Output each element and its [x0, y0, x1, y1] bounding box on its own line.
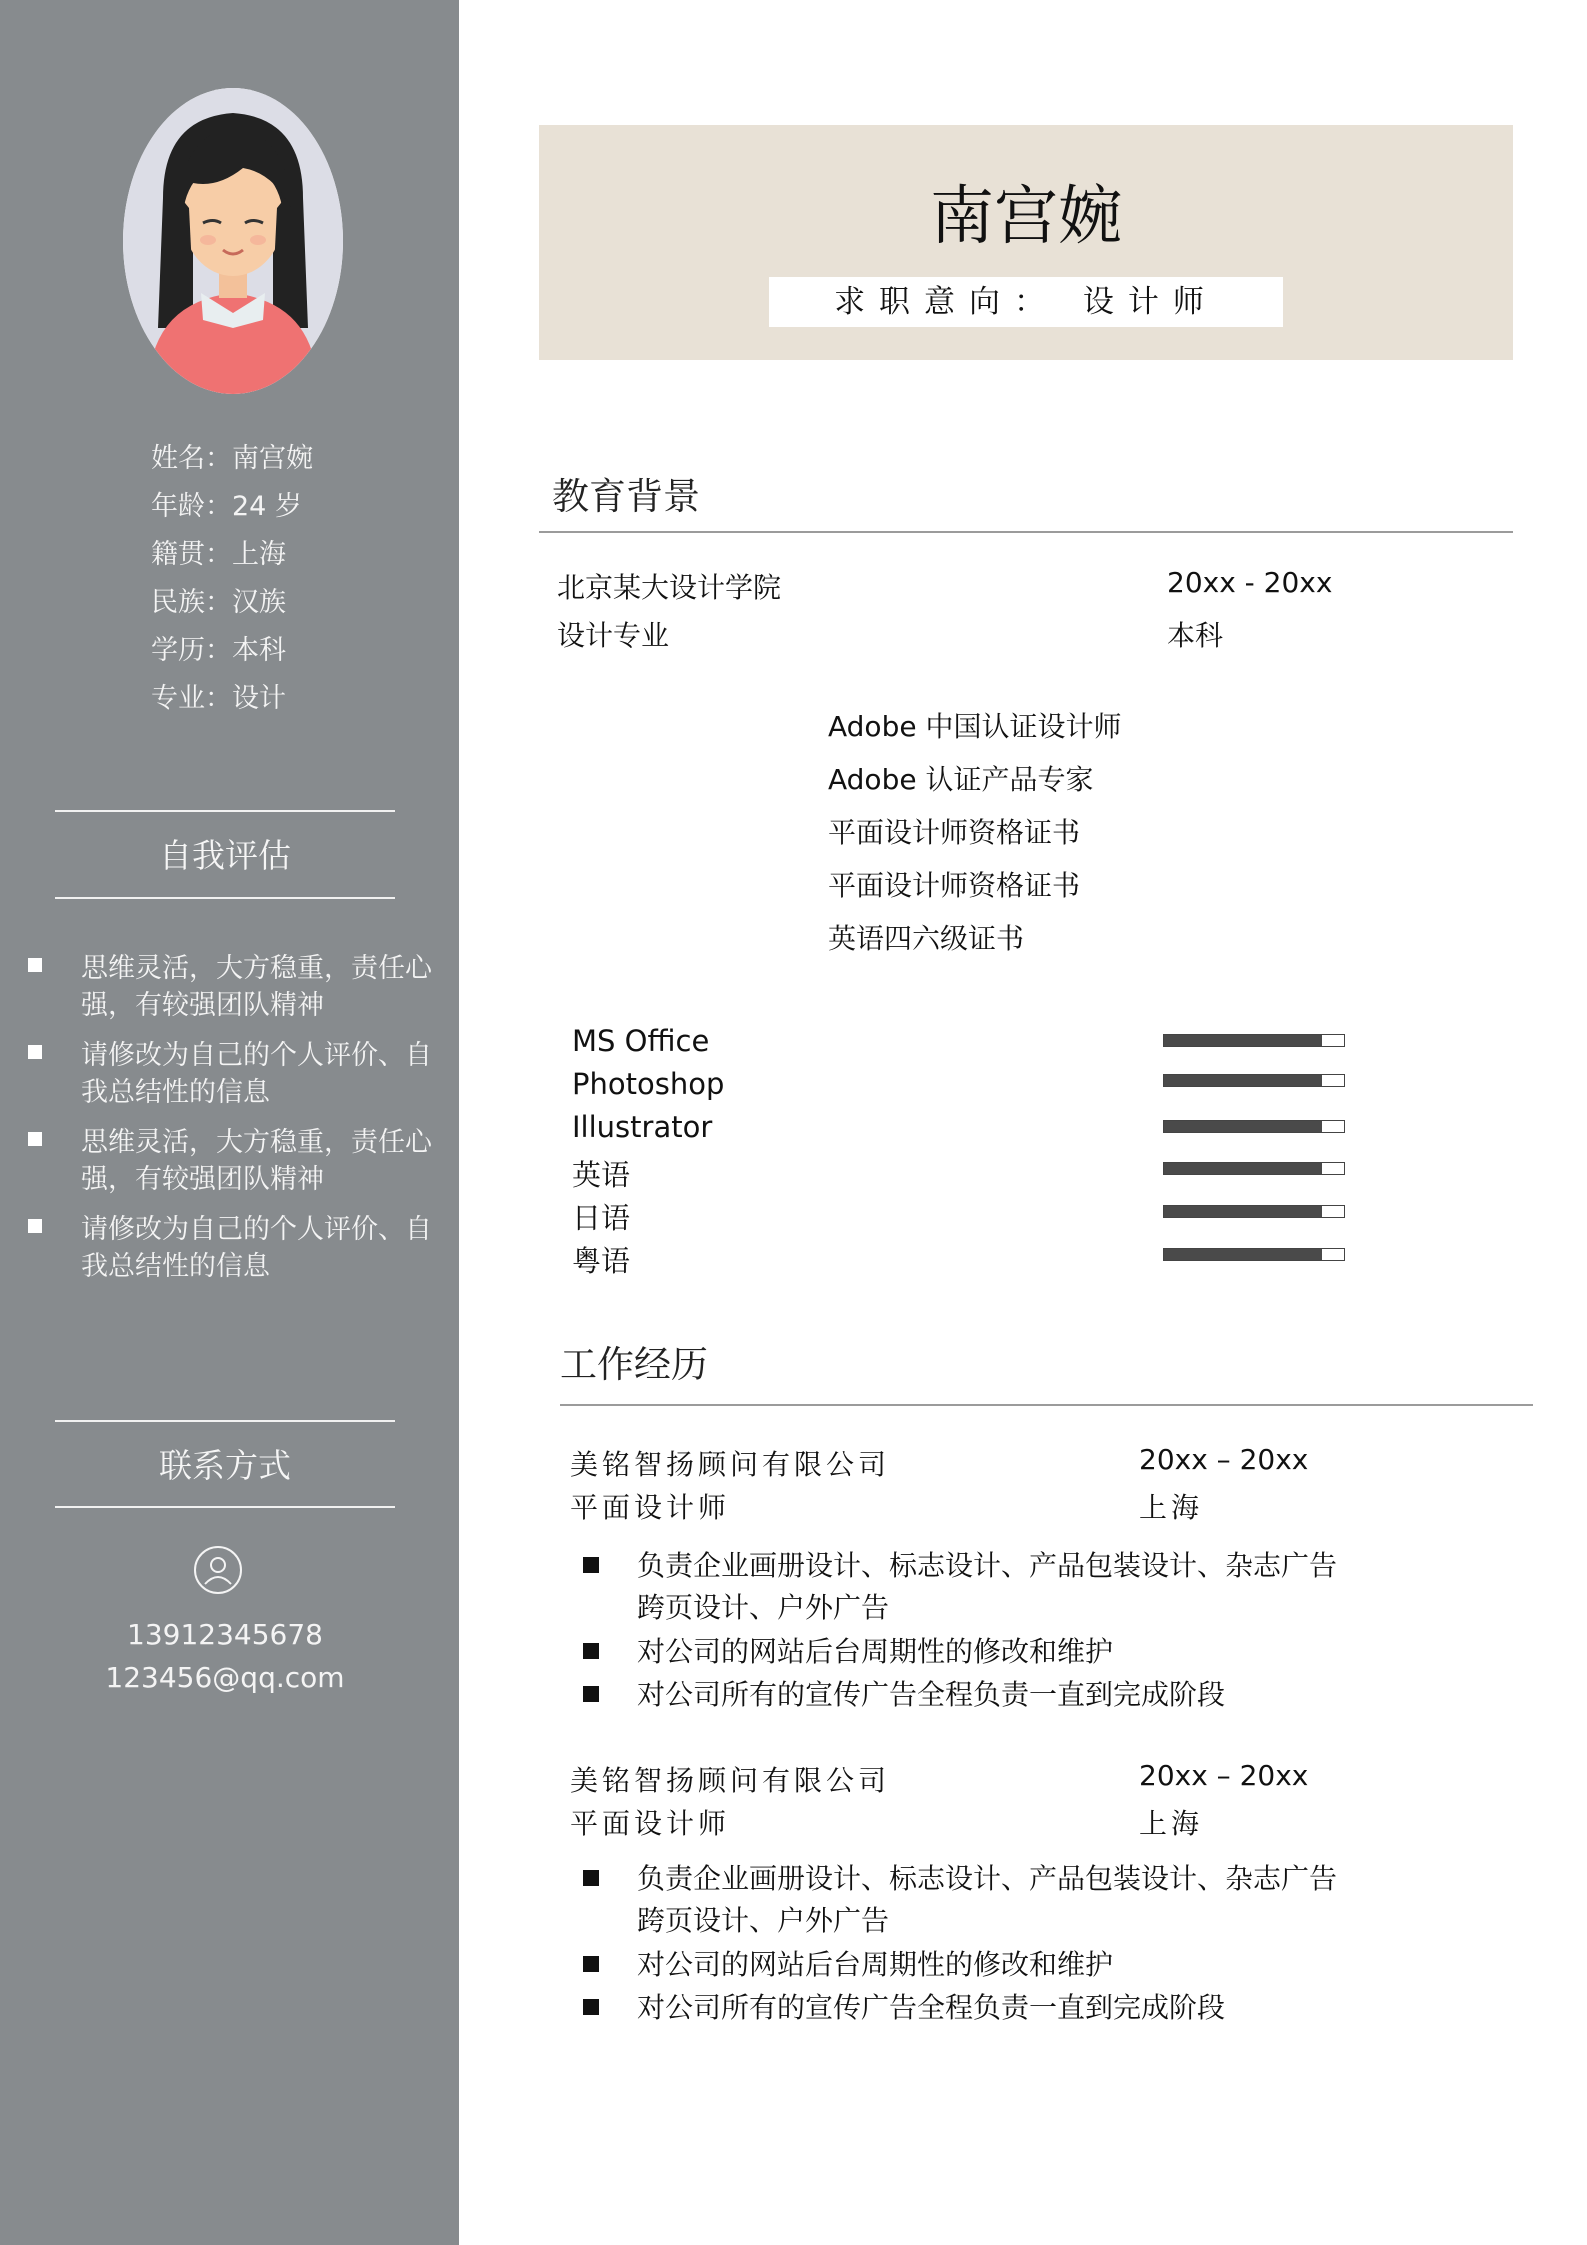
skill-bar-fill — [1164, 1163, 1322, 1174]
certificate-item: 英语四六级证书 — [828, 922, 1025, 955]
job-position: 平面设计师 — [570, 1807, 731, 1840]
education-school: 北京某大设计学院 — [557, 571, 782, 604]
divider — [55, 1506, 395, 1508]
bullet-icon — [583, 1870, 599, 1886]
self-eval-text: 请修改为自己的个人评价、自我总结性的信息 — [81, 1214, 432, 1282]
bullet-icon — [28, 1132, 42, 1146]
divider — [55, 1420, 395, 1422]
skill-label: Photoshop — [572, 1067, 725, 1101]
certificate-item: 平面设计师资格证书 — [828, 869, 1081, 902]
skill-bar — [1163, 1162, 1345, 1175]
skill-bar — [1163, 1120, 1345, 1133]
avatar — [123, 88, 343, 394]
header-banner — [539, 125, 1513, 360]
contact-email: 123456@qq.com — [105, 1661, 345, 1694]
job-intent: 求职意向： 设计师 — [769, 277, 1283, 327]
info-age: 年龄：24 岁 — [151, 491, 302, 522]
job-company: 美铭智扬顾问有限公司 — [570, 1764, 891, 1797]
job-location: 上海 — [1139, 1491, 1204, 1524]
certificate-item: Adobe 认证产品专家 — [828, 763, 1094, 796]
job-duty: 对公司所有的宣传广告全程负责一直到完成阶段 — [637, 1991, 1226, 2024]
job-duty: 负责企业画册设计、标志设计、产品包装设计、杂志广告跨页设计、户外广告 — [637, 1862, 1338, 1937]
job-location: 上海 — [1139, 1807, 1204, 1840]
self-eval-text: 思维灵活，大方稳重，责任心强，有较强团队精神 — [81, 953, 432, 1021]
skill-label: MS Office — [572, 1024, 710, 1058]
info-ethnicity: 民族：汉族 — [151, 587, 286, 618]
self-eval-title: 自我评估 — [159, 836, 291, 875]
bullet-icon — [583, 1557, 599, 1573]
job-duty: 负责企业画册设计、标志设计、产品包装设计、杂志广告跨页设计、户外广告 — [637, 1549, 1338, 1624]
skill-bar-fill — [1164, 1121, 1322, 1132]
skill-label: 粤语 — [572, 1244, 631, 1278]
info-education: 学历：本科 — [151, 635, 286, 666]
divider — [55, 810, 395, 812]
contact-phone: 13912345678 — [127, 1618, 323, 1651]
job-duty: 对公司的网站后台周期性的修改和维护 — [637, 1635, 1114, 1668]
job-period: 20xx – 20xx — [1139, 1759, 1309, 1792]
skill-bar — [1163, 1248, 1345, 1261]
divider — [539, 531, 1513, 533]
job-position: 平面设计师 — [570, 1491, 731, 1524]
work-title: 工作经历 — [560, 1343, 708, 1386]
bullet-icon — [28, 1045, 42, 1059]
job-duty: 对公司的网站后台周期性的修改和维护 — [637, 1948, 1114, 1981]
skill-bar — [1163, 1034, 1345, 1047]
skill-bar-fill — [1164, 1035, 1322, 1046]
job-period: 20xx – 20xx — [1139, 1443, 1309, 1476]
skill-bar — [1163, 1205, 1345, 1218]
education-major: 设计专业 — [557, 619, 670, 652]
skill-label: 日语 — [572, 1201, 631, 1235]
skill-label: Illustrator — [572, 1110, 713, 1144]
self-eval-text: 请修改为自己的个人评价、自我总结性的信息 — [81, 1040, 432, 1108]
bullet-icon — [583, 1643, 599, 1659]
education-period: 20xx - 20xx — [1167, 566, 1333, 599]
divider — [55, 897, 395, 899]
bullet-icon — [28, 1219, 42, 1233]
skill-label: 英语 — [572, 1158, 631, 1192]
candidate-name: 南宫婉 — [930, 180, 1122, 254]
certificate-item: Adobe 中国认证设计师 — [828, 710, 1122, 743]
certificate-item: 平面设计师资格证书 — [828, 816, 1081, 849]
bullet-icon — [583, 1999, 599, 2015]
bullet-icon — [583, 1686, 599, 1702]
education-degree: 本科 — [1167, 619, 1224, 652]
info-major: 专业：设计 — [151, 683, 286, 714]
info-name: 姓名：南宫婉 — [151, 443, 313, 474]
self-eval-text: 思维灵活，大方稳重，责任心强，有较强团队精神 — [81, 1127, 432, 1195]
job-duty: 对公司所有的宣传广告全程负责一直到完成阶段 — [637, 1678, 1226, 1711]
avatar-illustration — [123, 88, 343, 394]
contact-title: 联系方式 — [159, 1446, 291, 1485]
sidebar — [0, 0, 459, 2245]
user-icon — [193, 1545, 243, 1595]
bullet-icon — [28, 958, 42, 972]
bullet-icon — [583, 1956, 599, 1972]
skill-bar-fill — [1164, 1249, 1322, 1260]
skill-bar-fill — [1164, 1075, 1322, 1086]
skill-bar — [1163, 1074, 1345, 1087]
divider — [560, 1404, 1533, 1406]
skill-bar-fill — [1164, 1206, 1322, 1217]
info-hometown: 籍贯：上海 — [151, 539, 286, 570]
education-title: 教育背景 — [552, 475, 700, 518]
job-company: 美铭智扬顾问有限公司 — [570, 1448, 891, 1481]
